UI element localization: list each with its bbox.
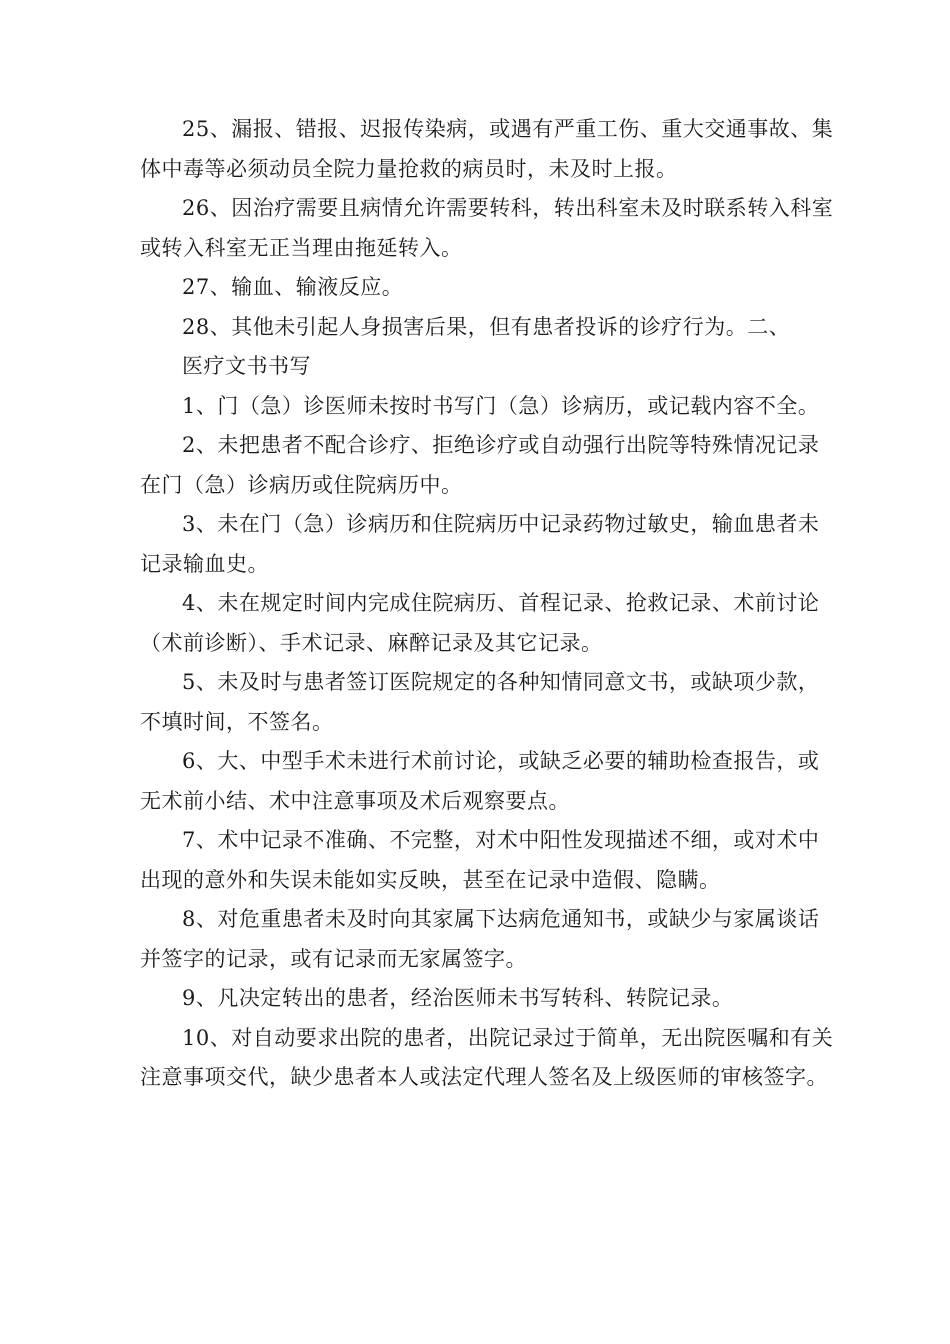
paragraph-1: 1、门（急）诊医师未按时书写门（急）诊病历，或记载内容不全。 (182, 393, 820, 418)
paragraph-3: 3、未在门（急）诊病历和住院病历中记录药物过敏史，输血患者未记录输血史。 (140, 512, 820, 576)
paragraph-27: 27、输血、输液反应。 (182, 275, 404, 299)
paragraph-25: 25、漏报、错报、迟报传染病，或遇有严重工伤、重大交通事故、集体中毒等必须动员全院力量抢救的病员时，未及时上报。 (140, 117, 834, 181)
paragraph-10: 10、对自动要求出院的患者，出院记录过于简单，无出院医嘱和有关注意事项交代，缺少患者本人或法定代理人签名及上级医师的审核签字。 (140, 1025, 834, 1089)
paragraph-28: 28、其他未引起人身损害后果，但有患者投诉的诊疗行为。二、 (182, 314, 791, 339)
paragraph-7: 7、术中记录不准确、不完整，对术中阳性发现描述不细，或对术中出现的意外和失误未能如实反映，甚至在记录中造假、隐瞒。 (140, 828, 820, 892)
document-body (140, 110, 840, 1098)
paragraph-9: 9、凡决定转出的患者，经治医师未书写转科、转院记录。 (182, 986, 734, 1010)
paragraph-2: 2、未把患者不配合诊疗、拒绝诊疗或自动强行出院等特殊情况记录在门（急）诊病历或住院病历中。 (140, 433, 820, 497)
paragraph-8: 8、对危重患者未及时向其家属下达病危通知书，或缺少与家属谈话并签字的记录，或有记录而无家属签字。 (140, 907, 820, 971)
paragraph-6: 6、大、中型手术未进行术前讨论，或缺乏必要的辅助检查报告，或无术前小结、术中注意事项及术后观察要点。 (140, 749, 820, 813)
paragraph-4: 4、未在规定时间内完成住院病历、首程记录、抢救记录、术前讨论（术前诊断）、手术记录、麻醉记录及其它记录。 (140, 591, 820, 655)
section-heading: 医疗文书书写 (182, 354, 311, 378)
paragraph-26: 26、因治疗需要且病情允许需要转科，转出科室未及时联系转入科室或转入科室无正当理由拖延转入。 (140, 196, 834, 260)
paragraph-5: 5、未及时与患者签订医院规定的各种知情同意文书，或缺项少款，不填时间，不签名。 (140, 670, 820, 734)
